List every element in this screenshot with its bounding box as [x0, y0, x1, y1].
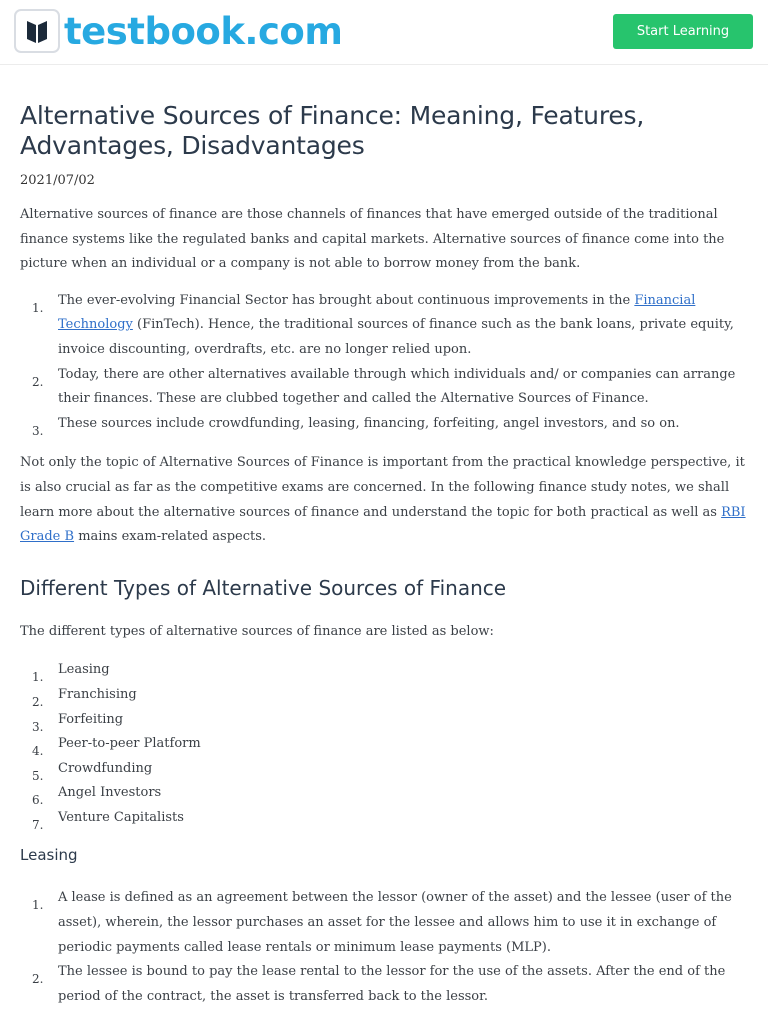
list-item — [20, 412, 748, 437]
list-text: Today, there are other alternatives available through which individuals and/ or companies can arrange their finances. These are clubbed together and called the Alternative Sources of Finance. — [58, 366, 736, 407]
list-item — [20, 781, 748, 806]
leasing-list — [20, 886, 748, 1009]
list-text: The lessee is bound to pay the lease rental to the lessor for the use of the assets. After the end of the period of the contract, the asset is transferred back to the lessor. — [58, 964, 726, 1004]
intro-paragraph: Alternative sources of finance are those channels of finances that have emerged outside of the traditional finance systems like the regulated banks and capital markets. Alternative sources of finance come into the picture when an individual or a company is not able to borrow money from the bank. — [20, 207, 725, 272]
list-item — [20, 757, 748, 782]
site-header — [0, 0, 768, 65]
list-item — [20, 886, 748, 960]
paragraph-text: Not only the topic of Alternative Sources of Finance is important from the practical knowledge perspective, it is also crucial as far as the competitive exams are concerned. In the following finance study notes, we shall learn more about the alternative sources of finance and understand the topic for both practical as well as — [20, 455, 745, 520]
list-item — [20, 960, 748, 1009]
list-number: 1. — [32, 898, 44, 913]
list-item — [20, 363, 748, 412]
list-item — [20, 806, 748, 831]
list-text: A lease is defined as an agreement between the lessor (owner of the asset) and the lessee (user of the asset), wherein, the lessor purchases an asset for the lessee and allows him to use it in exchange of periodic payments called lease rentals or minimum lease payments (MLP). — [58, 890, 732, 955]
list-text: Angel Investors — [58, 785, 162, 801]
list-number: 1. — [32, 670, 44, 685]
list-text: Forfeiting — [58, 711, 124, 727]
list-text: The ever-evolving Financial Sector has brought about continuous improvements in the — [58, 292, 635, 308]
list-number: 3. — [32, 719, 44, 734]
intro-list — [20, 289, 748, 437]
financial-technology-link[interactable]: Financial Technology — [58, 292, 696, 333]
list-item — [20, 683, 748, 708]
leasing-heading: Leasing — [20, 846, 78, 865]
list-item — [20, 732, 748, 757]
types-list — [20, 658, 748, 830]
list-number: 4. — [32, 744, 44, 759]
list-number: 7. — [32, 817, 44, 832]
list-text: Crowdfunding — [58, 760, 153, 776]
list-number: 2. — [32, 374, 44, 389]
list-number: 2. — [32, 694, 44, 709]
site-logo[interactable] — [14, 9, 342, 53]
list-text: (FinTech). Hence, the traditional sources of finance such as the bank loans, private equity, invoice discounting, overdrafts, etc. are no longer relied upon. — [58, 317, 734, 357]
start-learning-button[interactable]: Start Learning — [613, 14, 753, 49]
section-heading: Different Types of Alternative Sources of Finance — [20, 575, 507, 600]
testbook-logo-icon — [14, 9, 60, 53]
list-text: These sources include crowdfunding, leasing, financing, forfeiting, angel investors, and so on. — [58, 415, 680, 431]
paragraph-text: mains exam-related aspects. — [74, 529, 267, 545]
list-number: 5. — [32, 768, 44, 783]
logo-text: testbook.com — [64, 9, 343, 53]
list-text: Venture Capitalists — [58, 809, 184, 825]
list-text: Peer-to-peer Platform — [58, 736, 201, 752]
rbi-grade-b-link[interactable]: RBI Grade B — [20, 504, 746, 545]
publish-date: 2021/07/02 — [20, 173, 95, 188]
list-item — [20, 289, 748, 363]
list-number: 2. — [32, 972, 44, 987]
article — [0, 101, 768, 1009]
list-number: 1. — [32, 300, 44, 315]
list-text: Leasing — [58, 662, 110, 678]
body-paragraph — [20, 451, 748, 549]
list-item — [20, 708, 748, 733]
list-number: 3. — [32, 423, 44, 438]
list-text: Franchising — [58, 686, 137, 702]
page-title: Alternative Sources of Finance: Meaning, Features, Advantages, Disadvantages — [20, 101, 645, 160]
section-intro: The different types of alternative sources of finance are listed as below: — [20, 623, 494, 639]
list-number: 6. — [32, 793, 44, 808]
list-item — [20, 658, 748, 683]
